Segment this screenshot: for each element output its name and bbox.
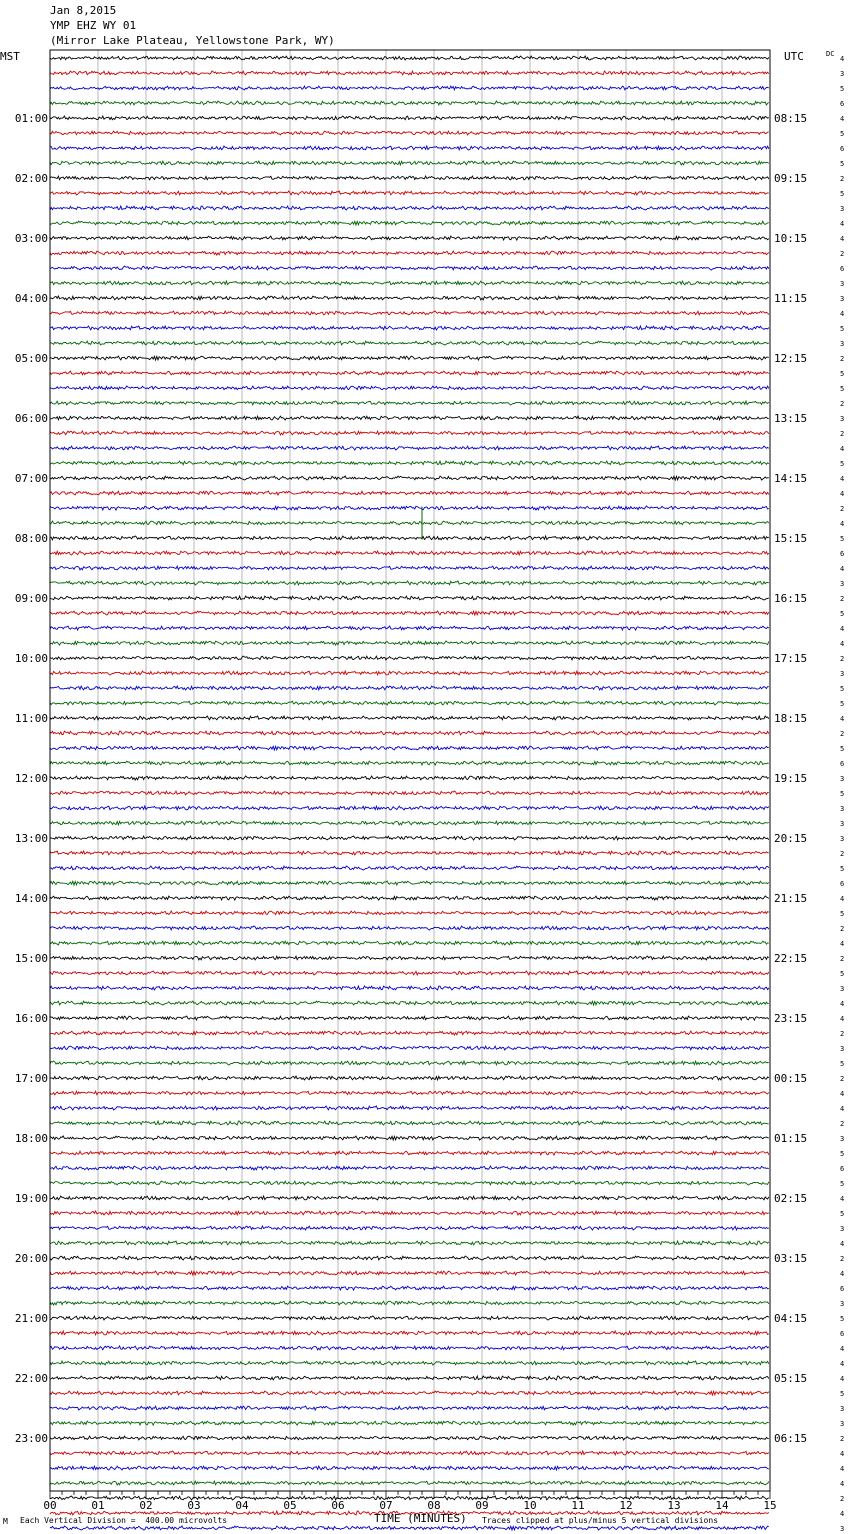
left-hour-label: 11:00: [14, 712, 48, 725]
left-hour-label: 23:00: [14, 1432, 48, 1445]
x-tick-label: 02: [139, 1499, 153, 1512]
right-hour-label: 22:15: [774, 952, 808, 965]
dc-offset-value: 2: [840, 655, 845, 663]
right-hour-label: 04:15: [774, 1312, 808, 1325]
trace-row-58: [50, 926, 769, 930]
dc-offset-value: 4: [840, 1360, 845, 1368]
trace-row-95: [50, 1481, 769, 1485]
dc-offset-value: 4: [840, 55, 845, 63]
dc-offset-value: 6: [840, 880, 845, 888]
right-hour-label: 03:15: [774, 1252, 808, 1265]
header-station: YMP EHZ WY 01: [50, 19, 137, 32]
left-hour-label: 22:00: [14, 1372, 48, 1385]
scale-note: Each Vertical Division = 400.00 microvolts: [20, 1516, 228, 1525]
right-hour-label: 02:15: [774, 1192, 808, 1205]
dc-offset-value: 5: [840, 910, 845, 918]
dc-offset-value: 6: [840, 1165, 845, 1173]
right-hour-label: 17:15: [774, 652, 808, 665]
dc-offset-value: 4: [840, 625, 845, 633]
trace-row-4: [50, 116, 769, 120]
trace-row-42: [50, 686, 769, 690]
dc-offset-value: 2: [840, 355, 845, 363]
trace-row-18: [50, 326, 769, 330]
time-axis-label: TIME (MINUTES): [374, 1512, 467, 1525]
dc-offset-value: 5: [840, 160, 845, 168]
trace-row-60: [50, 956, 769, 960]
trace-row-43: [50, 701, 769, 705]
trace-row-3: [50, 101, 769, 105]
dc-offset-value: 3: [840, 805, 845, 813]
trace-row-74: [50, 1166, 769, 1170]
x-tick-label: 15: [763, 1499, 777, 1512]
trace-row-38: [50, 626, 769, 630]
trace-row-33: [50, 551, 769, 555]
dc-offset-value: 5: [840, 460, 845, 468]
header-location: (Mirror Lake Plateau, Yellowstone Park, WY): [50, 34, 335, 47]
clip-note: Traces clipped at plus/minus 5 vertical divisions: [482, 1516, 719, 1525]
trace-row-25: [50, 431, 769, 435]
trace-row-90: [50, 1406, 769, 1410]
left-hour-label: 19:00: [14, 1192, 48, 1205]
trace-row-36: [50, 596, 769, 600]
trace-row-80: [50, 1256, 769, 1260]
dc-offset-value: 3: [840, 205, 845, 213]
dc-offset-value: 5: [840, 325, 845, 333]
trace-row-17: [50, 311, 769, 315]
trace-row-21: [50, 371, 769, 375]
dc-offset-value: 3: [840, 1135, 845, 1143]
dc-offset-value: 5: [840, 865, 845, 873]
right-hour-label: 11:15: [774, 292, 808, 305]
left-hour-label: 04:00: [14, 292, 48, 305]
trace-row-73: [50, 1151, 769, 1155]
x-tick-label: 03: [187, 1499, 201, 1512]
trace-row-72: [50, 1136, 769, 1140]
right-hour-label: 01:15: [774, 1132, 808, 1145]
dc-offset-value: 5: [840, 1150, 845, 1158]
dc-offset-value: 2: [840, 1120, 845, 1128]
trace-row-5: [50, 131, 769, 135]
dc-offset-value: 4: [840, 940, 845, 948]
trace-row-67: [50, 1061, 769, 1065]
trace-row-69: [50, 1091, 769, 1095]
trace-row-40: [50, 656, 769, 660]
trace-row-98: [50, 1526, 769, 1530]
right-hour-label: 20:15: [774, 832, 808, 845]
dc-offset-value: 2: [840, 505, 845, 513]
dc-offset-value: 4: [840, 1195, 845, 1203]
trace-row-61: [50, 971, 769, 975]
x-tick-label: 10: [523, 1499, 537, 1512]
dc-offset-value: 4: [840, 490, 845, 498]
right-hour-label: 19:15: [774, 772, 808, 785]
left-hour-label: 14:00: [14, 892, 48, 905]
trace-row-44: [50, 716, 769, 720]
trace-row-78: [50, 1226, 769, 1230]
dc-offset-value: 5: [840, 130, 845, 138]
left-hour-label: 03:00: [14, 232, 48, 245]
trace-row-57: [50, 911, 769, 915]
trace-row-77: [50, 1211, 769, 1215]
left-tz-label: MST: [0, 50, 20, 63]
dc-offset-value: 4: [840, 1375, 845, 1383]
trace-row-49: [50, 791, 769, 795]
trace-row-81: [50, 1271, 769, 1275]
dc-offset-value: 5: [840, 685, 845, 693]
trace-row-53: [50, 851, 769, 855]
trace-row-8: [50, 176, 769, 180]
trace-row-76: [50, 1196, 769, 1200]
dc-offset-value: 3: [840, 295, 845, 303]
dc-offset-value: 3: [840, 985, 845, 993]
trace-row-79: [50, 1241, 769, 1245]
trace-row-14: [50, 266, 769, 270]
dc-offset-value: 4: [840, 1465, 845, 1473]
dc-offset-value: 3: [840, 1045, 845, 1053]
dc-offset-value: 3: [840, 340, 845, 348]
trace-row-71: [50, 1121, 769, 1125]
dc-offset-value: 4: [840, 1015, 845, 1023]
dc-offset-value: 4: [840, 1510, 845, 1518]
dc-offset-value: 6: [840, 100, 845, 108]
dc-offset-value: 4: [840, 565, 845, 573]
dc-offset-value: 5: [840, 610, 845, 618]
x-tick-label: 11: [571, 1499, 585, 1512]
dc-offset-value: 2: [840, 175, 845, 183]
trace-row-92: [50, 1436, 769, 1440]
right-tz-label: UTC: [784, 50, 804, 63]
right-hour-label: 09:15: [774, 172, 808, 185]
left-hour-label: 15:00: [14, 952, 48, 965]
left-hour-label: 09:00: [14, 592, 48, 605]
trace-row-15: [50, 281, 769, 285]
right-hour-label: 08:15: [774, 112, 808, 125]
x-tick-label: 05: [283, 1499, 297, 1512]
x-tick-label: 12: [619, 1499, 633, 1512]
trace-row-62: [50, 986, 769, 990]
trace-row-41: [50, 671, 769, 675]
trace-row-34: [50, 566, 769, 570]
trace-row-89: [50, 1391, 769, 1395]
trace-row-32: [50, 536, 769, 540]
left-hour-label: 16:00: [14, 1012, 48, 1025]
dc-offset-value: 2: [840, 250, 845, 258]
right-hour-label: 05:15: [774, 1372, 808, 1385]
left-hour-label: 20:00: [14, 1252, 48, 1265]
dc-offset-value: 5: [840, 790, 845, 798]
trace-row-93: [50, 1451, 769, 1455]
x-tick-label: 06: [331, 1499, 345, 1512]
dc-offset-value: 2: [840, 400, 845, 408]
dc-offset-value: 5: [840, 970, 845, 978]
trace-row-94: [50, 1466, 769, 1470]
dc-offset-value: 2: [840, 730, 845, 738]
dc-offset-value: 4: [840, 1240, 845, 1248]
left-hour-label: 06:00: [14, 412, 48, 425]
dc-offset-value: 5: [840, 85, 845, 93]
trace-row-82: [50, 1286, 769, 1290]
trace-row-91: [50, 1421, 769, 1425]
right-hour-label: 06:15: [774, 1432, 808, 1445]
trace-row-9: [50, 191, 769, 195]
trace-row-47: [50, 761, 769, 765]
trace-row-37: [50, 611, 769, 615]
right-hour-label: 21:15: [774, 892, 808, 905]
right-hour-label: 12:15: [774, 352, 808, 365]
dc-offset-value: 6: [840, 550, 845, 558]
dc-offset-value: 5: [840, 745, 845, 753]
dc-offset-value: 5: [840, 190, 845, 198]
right-hour-label: 00:15: [774, 1072, 808, 1085]
trace-row-45: [50, 731, 769, 735]
dc-offset-value: 3: [840, 1300, 845, 1308]
dc-offset-value: 6: [840, 760, 845, 768]
dc-offset-value: 4: [840, 1090, 845, 1098]
header-date: Jan 8,2015: [50, 4, 117, 17]
trace-row-55: [50, 881, 769, 885]
dc-label: DC: [826, 50, 835, 58]
dc-offset-value: 4: [840, 115, 845, 123]
trace-row-39: [50, 641, 769, 645]
dc-offset-value: 4: [840, 1270, 845, 1278]
trace-row-23: [50, 401, 769, 405]
trace-row-70: [50, 1106, 769, 1110]
trace-row-96: [50, 1496, 769, 1500]
dc-offset-value: 3: [840, 775, 845, 783]
trace-row-68: [50, 1076, 769, 1080]
trace-row-2: [50, 86, 769, 90]
dc-offset-value: 3: [840, 670, 845, 678]
dc-offset-value: 3: [840, 70, 845, 78]
trace-row-88: [50, 1376, 769, 1380]
trace-row-35: [50, 581, 769, 585]
trace-row-28: [50, 476, 769, 480]
trace-row-20: [50, 356, 769, 360]
dc-offset-value: 5: [840, 1315, 845, 1323]
dc-offset-value: 4: [840, 235, 845, 243]
trace-row-59: [50, 941, 769, 945]
dc-offset-value: 4: [840, 220, 845, 228]
corner-mark: M: [3, 1517, 8, 1526]
right-hour-label: 14:15: [774, 472, 808, 485]
dc-offset-value: 4: [840, 1345, 845, 1353]
dc-offset-value: 3: [840, 1405, 845, 1413]
trace-row-22: [50, 386, 769, 390]
dc-offset-value: 4: [840, 475, 845, 483]
trace-row-26: [50, 446, 769, 450]
dc-offset-value: 5: [840, 700, 845, 708]
trace-row-19: [50, 341, 769, 345]
dc-offset-value: 4: [840, 1105, 845, 1113]
dc-offset-value: 4: [840, 895, 845, 903]
dc-offset-value: 2: [840, 1495, 845, 1503]
dc-offset-value: 4: [840, 1480, 845, 1488]
trace-row-46: [50, 746, 769, 750]
dc-offset-value: 4: [840, 1450, 845, 1458]
dc-offset-value: 5: [840, 370, 845, 378]
trace-row-13: [50, 251, 769, 255]
dc-offset-value: 2: [840, 925, 845, 933]
trace-row-24: [50, 416, 769, 420]
x-tick-label: 07: [379, 1499, 393, 1512]
dc-offset-value: 2: [840, 1075, 845, 1083]
dc-offset-value: 2: [840, 1030, 845, 1038]
right-hour-label: 23:15: [774, 1012, 808, 1025]
trace-row-86: [50, 1346, 769, 1350]
dc-offset-value: 3: [840, 820, 845, 828]
dc-offset-value: 2: [840, 1255, 845, 1263]
trace-row-87: [50, 1361, 769, 1365]
dc-offset-value: 5: [840, 1210, 845, 1218]
trace-row-64: [50, 1016, 769, 1020]
dc-offset-value: 5: [840, 1180, 845, 1188]
dc-offset-value: 4: [840, 310, 845, 318]
right-hour-label: 13:15: [774, 412, 808, 425]
dc-offset-value: 3: [840, 415, 845, 423]
dc-offset-value: 4: [840, 520, 845, 528]
right-hour-label: 16:15: [774, 592, 808, 605]
dc-offset-value: 5: [840, 1060, 845, 1068]
x-tick-label: 04: [235, 1499, 249, 1512]
trace-row-31: [50, 521, 769, 525]
trace-row-54: [50, 866, 769, 870]
x-tick-label: 13: [667, 1499, 681, 1512]
trace-row-7: [50, 161, 769, 165]
trace-row-30: [50, 506, 769, 510]
right-hour-label: 15:15: [774, 532, 808, 545]
x-tick-label: 14: [715, 1499, 729, 1512]
left-hour-label: 17:00: [14, 1072, 48, 1085]
dc-offset-value: 2: [840, 595, 845, 603]
trace-row-12: [50, 236, 769, 240]
dc-offset-value: 3: [840, 1525, 845, 1533]
right-hour-label: 18:15: [774, 712, 808, 725]
trace-row-75: [50, 1181, 769, 1185]
trace-row-56: [50, 896, 769, 900]
left-hour-label: 07:00: [14, 472, 48, 485]
dc-offset-value: 3: [840, 280, 845, 288]
dc-offset-value: 2: [840, 430, 845, 438]
left-hour-label: 02:00: [14, 172, 48, 185]
left-hour-label: 21:00: [14, 1312, 48, 1325]
left-hour-label: 10:00: [14, 652, 48, 665]
x-tick-label: 00: [43, 1499, 57, 1512]
trace-row-27: [50, 461, 769, 465]
x-tick-label: 01: [91, 1499, 105, 1512]
dc-offset-value: 4: [840, 640, 845, 648]
dc-offset-value: 3: [840, 835, 845, 843]
dc-offset-value: 2: [840, 955, 845, 963]
dc-offset-value: 6: [840, 1330, 845, 1338]
left-hour-label: 08:00: [14, 532, 48, 545]
dc-offset-value: 3: [840, 1420, 845, 1428]
trace-row-50: [50, 806, 769, 810]
dc-offset-value: 6: [840, 1285, 845, 1293]
left-hour-label: 18:00: [14, 1132, 48, 1145]
trace-row-6: [50, 146, 769, 150]
trace-row-83: [50, 1301, 769, 1305]
left-hour-label: 13:00: [14, 832, 48, 845]
trace-row-1: [50, 71, 769, 75]
trace-row-52: [50, 836, 769, 840]
trace-row-85: [50, 1331, 769, 1335]
trace-row-29: [50, 491, 769, 495]
x-tick-label: 09: [475, 1499, 489, 1512]
trace-row-65: [50, 1031, 769, 1035]
dc-offset-value: 4: [840, 1000, 845, 1008]
dc-offset-value: 3: [840, 580, 845, 588]
trace-row-10: [50, 206, 769, 210]
left-hour-label: 05:00: [14, 352, 48, 365]
right-hour-label: 10:15: [774, 232, 808, 245]
dc-offset-value: 3: [840, 1225, 845, 1233]
dc-offset-value: 5: [840, 1390, 845, 1398]
trace-row-11: [50, 221, 769, 225]
dc-offset-value: 4: [840, 445, 845, 453]
trace-row-51: [50, 821, 769, 825]
trace-row-16: [50, 296, 769, 300]
trace-row-63: [50, 1001, 769, 1005]
dc-offset-value: 5: [840, 385, 845, 393]
trace-row-48: [50, 776, 769, 780]
dc-offset-value: 6: [840, 265, 845, 273]
dc-offset-value: 5: [840, 535, 845, 543]
dc-offset-value: 2: [840, 850, 845, 858]
x-tick-label: 08: [427, 1499, 441, 1512]
left-hour-label: 01:00: [14, 112, 48, 125]
trace-row-84: [50, 1316, 769, 1320]
dc-offset-value: 6: [840, 145, 845, 153]
dc-offset-value: 4: [840, 715, 845, 723]
trace-row-66: [50, 1046, 769, 1050]
left-hour-label: 12:00: [14, 772, 48, 785]
dc-offset-value: 2: [840, 1435, 845, 1443]
trace-row-0: [50, 56, 769, 60]
